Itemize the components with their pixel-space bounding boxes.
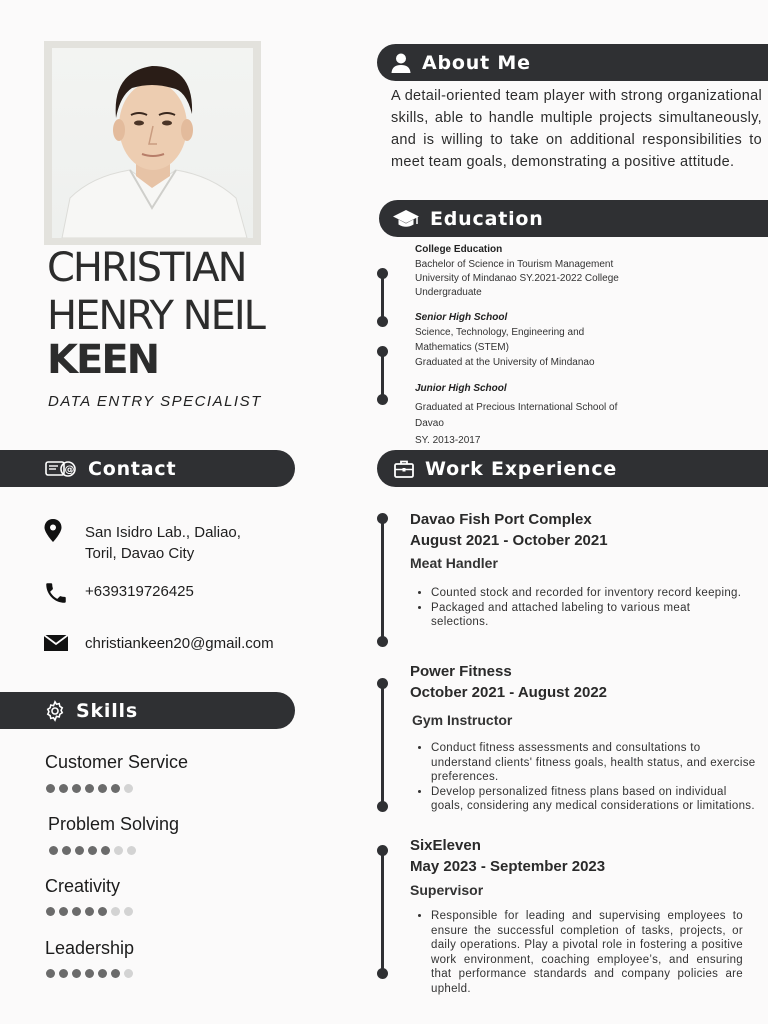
job-bullet: • Conduct fitness assessments and consultations to understand clients' fitness goals, health status, and exercise preferences. [431,741,761,785]
about-text: A detail-oriented team player with strong organizational skills, able to handle multiple projects simultaneously, and is willing to take on additional responsibilities to meet team goals, demonstrating a positive attitude. [391,88,762,170]
gear-icon [44,700,66,722]
skill-rating [46,907,133,916]
job-dates: May 2023 - September 2023 [410,858,606,875]
education-detail: University of Mindanao SY.2021-2022 College [415,273,619,284]
job-company: Davao Fish Port Complex [410,511,592,528]
timeline-line [381,272,384,321]
work-heading: Work Experience [425,457,618,480]
rating-dot-empty [114,846,123,855]
timeline-line [381,850,384,973]
skill-name: Problem Solving [48,814,180,834]
education-header [379,200,768,237]
education-detail: Davao [415,418,444,429]
name-middle: HENRY NEIL [47,293,264,339]
skill-name: Leadership [45,938,135,958]
rating-dot-filled [72,784,81,793]
job-bullet: • Develop personalized fitness plans based on individual goals, considering any medical considerations or limitations. [431,785,761,814]
timeline-dot [377,394,388,405]
svg-text:@: @ [64,464,76,475]
contact-icon [44,458,78,480]
job-bullet: • Packaged and attached labeling to various meat selections. [431,601,743,630]
timeline-dot [377,801,388,812]
contact-heading: Contact [88,457,177,480]
rating-dot-filled [46,784,55,793]
profile-photo [52,48,253,238]
phone-icon [43,580,69,606]
timeline-dot [377,346,388,357]
about-header [377,44,768,81]
rating-dot-filled [88,846,97,855]
rating-dot-filled [98,907,107,916]
timeline-dot [377,968,388,979]
skills-header [0,692,295,729]
education-detail: Graduated at Precious International School of [415,402,618,413]
rating-dot-filled [85,907,94,916]
briefcase-icon [393,458,415,480]
address-line-2: Toril, Davao City [85,545,195,562]
rating-dot-empty [124,784,133,793]
profile-photo-frame [44,41,261,245]
education-detail: Mathematics (STEM) [415,342,509,353]
timeline-line [381,683,384,806]
work-header [377,450,768,487]
job-title: DATA ENTRY SPECIALIST [48,393,262,410]
job-bullets [413,586,743,630]
rating-dot-filled [59,907,68,916]
job-dates: August 2021 - October 2021 [410,532,608,549]
location-pin-icon [43,518,69,544]
rating-dot-filled [85,969,94,978]
email-icon [43,633,69,659]
rating-dot-filled [46,907,55,916]
education-detail: SY. 2013-2017 [415,435,481,446]
job-dates: October 2021 - August 2022 [410,684,608,701]
rating-dot-filled [72,907,81,916]
name-first: CHRISTIAN [47,245,246,291]
timeline-dot [377,678,388,689]
contact-header [0,450,295,487]
address-line-1: San Isidro Lab., Daliao, [85,524,241,541]
education-detail: Science, Technology, Engineering and [415,327,585,338]
skill-rating [46,784,133,793]
rating-dot-filled [85,784,94,793]
skill-name: Customer Service [45,752,189,772]
rating-dot-filled [46,969,55,978]
skill-rating [46,969,133,978]
rating-dot-filled [101,846,110,855]
rating-dot-empty [111,907,120,916]
job-bullets [413,741,761,814]
timeline-dot [377,513,388,524]
email-address: christiankeen20@gmail.com [85,635,274,652]
job-role: Gym Instructor [412,712,513,728]
job-role: Meat Handler [410,555,498,571]
rating-dot-filled [59,969,68,978]
user-icon [390,52,412,74]
timeline-dot [377,845,388,856]
timeline-line [381,351,384,399]
job-bullets [413,909,743,996]
rating-dot-filled [75,846,84,855]
skill-rating [49,846,136,855]
education-title: Junior High School [415,383,507,394]
skill-name: Creativity [45,876,121,896]
rating-dot-filled [98,969,107,978]
timeline-line [381,518,384,641]
rating-dot-filled [62,846,71,855]
education-detail: Graduated at the University of Mindanao [415,357,595,368]
rating-dot-filled [72,969,81,978]
rating-dot-empty [124,969,133,978]
timeline-dot [377,636,388,647]
skills-heading: Skills [76,699,138,722]
education-title: College Education [415,244,503,255]
rating-dot-filled [59,784,68,793]
education-detail: Undergraduate [415,287,482,298]
education-title: Senior High School [415,312,508,323]
rating-dot-empty [124,907,133,916]
education-detail: Bachelor of Science in Tourism Management [415,259,614,270]
education-heading: Education [430,207,544,230]
job-company: SixEleven [410,837,481,854]
job-company: Power Fitness [410,663,512,680]
phone-number: +639319726425 [85,583,194,600]
rating-dot-empty [127,846,136,855]
rating-dot-filled [111,784,120,793]
about-heading: About Me [422,51,531,74]
graduation-cap-icon [392,208,420,230]
job-bullet: • Responsible for leading and supervising employees to ensure the successful completion of tasks, projects, or daily operations. Play a pivotal role in fostering a positive work environment, coaching employee’s, and ensuring that performance standards and company policies are upheld. [431,909,743,996]
rating-dot-filled [111,969,120,978]
rating-dot-filled [98,784,107,793]
rating-dot-filled [49,846,58,855]
job-role: Supervisor [410,882,484,898]
timeline-dot [377,316,388,327]
name-last: KEEN [47,337,159,383]
job-bullet: • Counted stock and recorded for inventory record keeping. [431,586,743,601]
timeline-dot [377,268,388,279]
